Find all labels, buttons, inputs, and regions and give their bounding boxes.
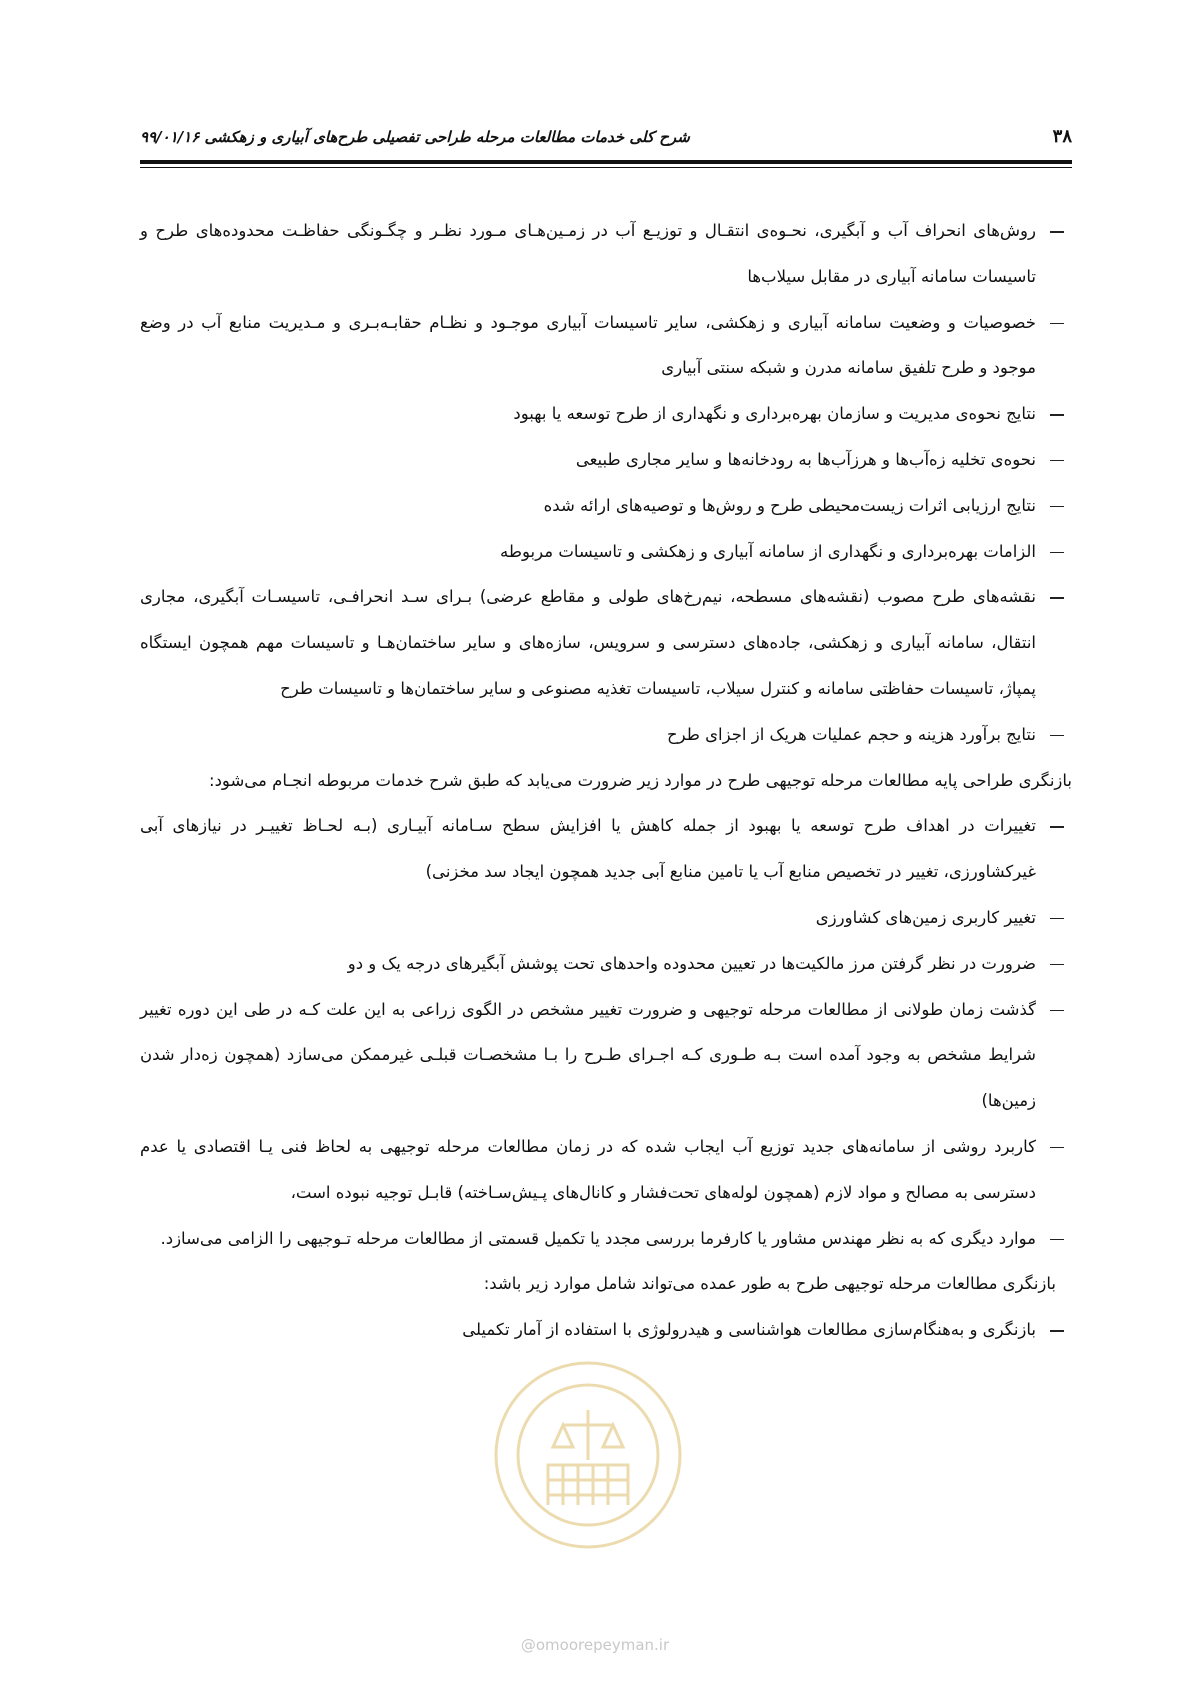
list-item: نحوه‌ی تخلیه زه‌آب‌ها و هرزآب‌ها به رودخانه‌ها و سایر مجاری طبیعی (575, 449, 1036, 469)
paragraph-review-scope: بازنگری مطالعات مرحله توجیهی طرح به طور عمده می‌تواند شامل موارد زیر باشد: (483, 1274, 1056, 1294)
list-item: تغییر کاربری زمین‌های کشاورزی (815, 907, 1036, 927)
page-header (140, 126, 1072, 150)
list-item: بازنگری و به‌هنگام‌سازی مطالعات هواشناسی و هیدرولوژی با استفاده از آمار تکمیلی (462, 1320, 1036, 1340)
list-item: خصوصیات و وضعیت سامانه آبیاری و زهکشی، سایر تاسیسات آبیاری موجـود و نظـام حقابـه‌بـری و مـدیریت منابع آب در وضع موجود و طرح تلفیق سامانه مدرن و شبکه سنتی آبیاری (140, 312, 1036, 378)
list-item: گذشت زمان طولانی از مطالعات مرحله توجیهی و ضرورت تغییر مشخص در الگوی زراعی به این علت کـه در طی این دوره تغییر شرایط مشخص به وجود آمده است بـه طـوری کـه اجـرای طـرح را بـا مشخصـات قبلـی غیرممکن می‌سازد (همچون زه‌دار شدن زمین‌ها) (140, 999, 1036, 1111)
bullet-list-review-items (140, 1307, 1072, 1353)
list-item: کاربرد روشی از سامانه‌های جدید توزیع آب ایجاب شده که در زمان مطالعات مرحله توجیهی به لحاظ فنی یـا اقتصادی یا عدم دسترسی به مصالح و مواد لازم (همچون لوله‌های تحت‌فشار و کانال‌های پـیش‌سـاخته) قابـل توجیه نبوده است، (140, 1136, 1036, 1202)
list-item: نتایج نحوه‌ی مدیریت و سازمان بهره‌برداری و نگهداری از طرح توسعه یا بهبود (513, 404, 1036, 424)
bullet-list-deliverables (140, 208, 1072, 758)
watermark-url: @omoorepeyman.ir (520, 1636, 670, 1654)
list-item: الزامات بهره‌برداری و نگهداری از سامانه آبیاری و زهکشی و تاسیسات مربوطه (500, 541, 1036, 561)
list-item: موارد دیگری که به نظر مهندس مشاور یا کارفرما بررسی مجدد یا تکمیل قسمتی از مطالعات مرحله تـوجیهی را الزامی می‌سازد. (160, 1228, 1036, 1248)
paragraph-review-intro: بازنگری طراحی پایه مطالعات مرحله توجیهی طرح در موارد زیر ضرورت می‌یابد که طبق شرح خدمات مربوطه انجـام می‌شود: (209, 770, 1072, 790)
list-item: نتایج برآورد هزینه و حجم عملیات هریک از اجزای طرح (666, 724, 1036, 744)
page-body (140, 208, 1072, 1353)
page-number: ۳۸ (1052, 126, 1072, 147)
list-item: نقشه‌های طرح مصوب (نقشه‌های مسطحه، نیم‌رخ‌های طولی و مقاطع عرضی) بـرای سـد انحرافـی، تاسیسـات آبگیری، مجاری انتقال، سامانه آبیاری و زهکشی، جاده‌های دسترسی و سرویس، سازه‌های و سایر ساختمان‌هـا و تاسیسات مهم همچون ایستگاه پمپاژ، تاسیسات حفاظتی سامانه و کنترل سیلاب، تاسیسات تغذیه مصنوعی و سایر ساختمان‌ها و تاسیسات طرح (140, 587, 1036, 698)
header-rule-thick (140, 160, 1072, 164)
list-item: روش‌های انحراف آب و آبگیری، نحـوه‌ی انتقـال و توزیـع آب در زمـین‌هـای مـورد نظـر و چگـونگی حفاظـت محدوده‌های طرح و تاسیسات سامانه آبیاری در مقابل سیلاب‌ها (140, 221, 1036, 286)
seal-watermark-icon (488, 1355, 688, 1555)
list-item: نتایج ارزیابی اثرات زیست‌محیطی طرح و روش‌ها و توصیه‌های ارائه شده (543, 495, 1036, 515)
running-title: شرح کلی خدمات مطالعات مرحله طراحی تفصیلی طرح‌های آبیاری و زهکشی ۹۹/۰۱/۱۶ (140, 128, 690, 146)
list-item: تغییرات در اهداف طرح توسعه یا بهبود از جمله کاهش یا افزایش سطح سـامانه آبیـاری (بـه لحـاظ تغییـر در نیازهای آبی غیرکشاورزی، تغییر در تخصیص منابع آب یا تامین منابع آبی جدید همچون ایجاد سد مخزنی) (140, 816, 1036, 882)
header-rule-thin (140, 167, 1072, 168)
bullet-list-review-reasons (140, 803, 1072, 1261)
list-item: ضرورت در نظر گرفتن مرز مالکیت‌ها در تعیین محدوده واحدهای تحت پوشش آبگیرهای درجه یک و دو (347, 953, 1036, 973)
